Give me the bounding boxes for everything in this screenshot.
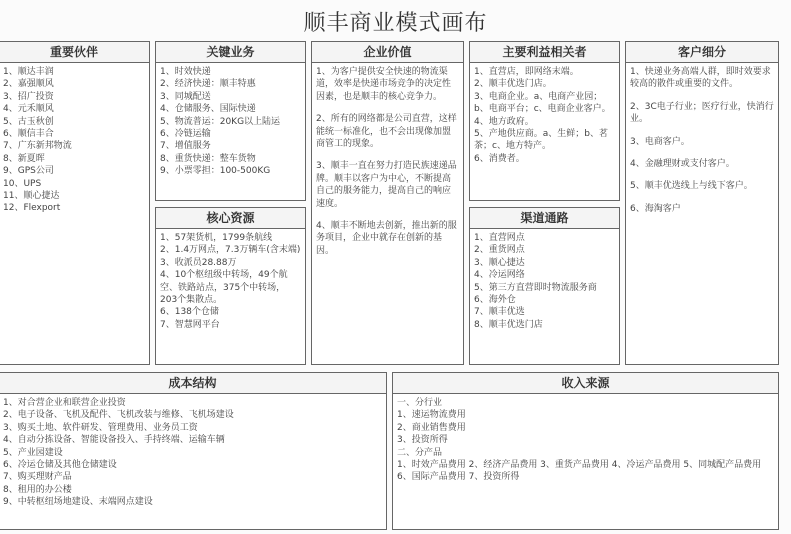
key-activities-header: 关键业务	[156, 42, 305, 63]
canvas-title: 顺丰商业模式画布	[303, 11, 488, 36]
list-item: 1、时效快递	[160, 67, 211, 77]
list-item: 2、经济快递：顺丰特惠	[160, 79, 256, 90]
list-item: 1、57架货机，1799条航线	[160, 233, 273, 243]
key-resources-list	[156, 229, 305, 331]
list-item: 2、1.4万网点，7.3万辆车(含末端)	[160, 245, 301, 256]
list-item: 6、冷链运输	[160, 129, 211, 140]
list-item: 4、10个枢纽级中转场，49个航空、铁路站点，375个中转场，203个集散点。	[160, 270, 288, 306]
list-item: 3、顺心捷达	[474, 257, 525, 268]
list-item: 5、产业园建设	[3, 447, 63, 458]
list-item: 2、所有的网络都是公司直营，这样能统一标准化，也不会出现像加盟商管工的现象。	[316, 114, 457, 150]
cost-structure-header: 成本结构	[0, 373, 386, 394]
list-item: 1、直营店，即网络末端。	[474, 67, 579, 77]
key-resources-box	[155, 207, 306, 365]
list-item: 1、速运物流费用	[397, 410, 466, 421]
customer-segments-list	[626, 63, 778, 215]
list-item: 3、收派员28.88万	[160, 257, 237, 268]
list-item: 2、商业销售费用	[397, 422, 466, 433]
list-item: 11、顺心捷达	[3, 191, 60, 202]
stakeholders-box	[469, 41, 620, 201]
list-item: 4、金融理财或支付客户。	[630, 159, 735, 170]
list-item: 8、租用的办公楼	[3, 484, 72, 495]
list-item: 3、电商客户。	[630, 136, 690, 147]
list-item: 7、智慧网平台	[160, 319, 220, 330]
list-item: 4、冷运网络	[474, 270, 525, 281]
revenue-streams-box	[392, 372, 779, 530]
list-item: 一、分行业	[397, 398, 443, 408]
list-item: 1、时效产品费用 2、经济产品费用 3、重货产品费用 4、冷运产品费用 5、同城配产品费用 6、国际产品费用 7、投资所得	[397, 460, 762, 483]
list-item: 2、3C电子行业；医疗行业，快消行业。	[630, 101, 774, 125]
list-item: 5、第三方直营即时物流服务商	[474, 282, 597, 293]
list-item: 6、冷运仓储及其他仓储建设	[3, 460, 117, 471]
list-item: 5、产地供应商。a、生鲜；b、茗茶；c、地方特产。	[474, 129, 608, 152]
customer-segments-box	[625, 41, 779, 365]
channels-header: 渠道通路	[470, 208, 619, 229]
list-item: 12、Flexport	[3, 203, 61, 214]
list-item: 5、古玉秋创	[3, 116, 54, 127]
stakeholders-list	[470, 63, 619, 165]
list-item: 2、重货网点	[474, 245, 525, 256]
key-activities-box	[155, 41, 306, 201]
key-resources-header: 核心资源	[156, 208, 305, 229]
list-item: 7、购买理财产品	[3, 472, 72, 483]
list-item: 9、中转枢纽场地建设、末端网点建设	[3, 497, 153, 508]
cost-structure-box	[0, 372, 387, 530]
list-item: 6、海外仓	[474, 295, 516, 306]
list-item: 7、增值服务	[160, 141, 211, 152]
list-item: 3、投资所得	[397, 435, 448, 446]
list-item: 4、顺丰不断地去创新，推出新的服务项目，企业中就存在创新的基因。	[316, 221, 457, 256]
list-item: 4、地方政府。	[474, 116, 534, 127]
revenue-streams-header: 收入来源	[393, 373, 778, 394]
list-item: 3、购买土地、软件研发、管理费用、业务员工资	[3, 422, 198, 433]
list-item: 1、为客户提供安全快速的物流渠道，效率是快递市场竞争的决定性因素，也是顺丰的核心竞争力。	[316, 67, 452, 102]
list-item: 6、海淘客户	[630, 203, 681, 214]
key-activities-list	[156, 63, 305, 178]
key-partners-list	[0, 63, 149, 215]
revenue-streams-list	[393, 394, 778, 484]
list-item: 1、对合营企业和联营企业投资	[3, 398, 126, 408]
list-item: 9、小票零担：100-500KG	[160, 166, 271, 177]
list-item: 6、消费者。	[474, 153, 525, 164]
channels-box	[469, 207, 620, 365]
stakeholders-header: 主要利益相关者	[470, 42, 619, 63]
list-item: 9、GPS公司	[3, 166, 54, 177]
list-item: 4、自动分拣设备、智能设备投入、手持终端、运输车辆	[3, 435, 225, 446]
value-proposition-header: 企业价值	[312, 42, 463, 63]
list-item: 4、元禾顺风	[3, 104, 54, 115]
list-item: 1、直营网点	[474, 233, 525, 243]
list-item: 1、顺达丰润	[3, 67, 54, 77]
value-proposition-box	[311, 41, 464, 365]
list-item: 8、重货快递：整车货物	[160, 153, 256, 164]
channels-list	[470, 229, 619, 331]
list-item: 7、顺丰优选	[474, 307, 525, 318]
list-item: 2、顺丰优选门店。	[474, 79, 552, 90]
list-item: 8、顺丰优选门店	[474, 319, 543, 330]
list-item: 6、顺信丰合	[3, 129, 54, 140]
list-item: 10、UPS	[3, 178, 42, 189]
customer-segments-header: 客户细分	[626, 42, 778, 63]
list-item: 二、分产品	[397, 447, 443, 458]
list-item: 3、同城配送	[160, 91, 211, 102]
list-item: 2、电子设备、飞机及配件、飞机改装与维修、飞机场建设	[3, 410, 234, 421]
list-item: 7、广东新邦物流	[3, 141, 72, 152]
list-item: 1、快递业务高端人群，即时效要求较高的散件或重要的文件。	[630, 67, 771, 90]
key-partners-header: 重要伙伴	[0, 42, 149, 63]
list-item: 8、新夏晖	[3, 153, 45, 164]
key-partners-box	[0, 41, 150, 365]
cost-structure-list	[0, 394, 386, 509]
list-item: 3、顺丰一直在努力打造民族速递品牌。顺丰以客户为中心，不断提高自己的服务能力，提高自己的响应速度。	[316, 161, 457, 209]
list-item: 5、顺丰优选线上与线下客户。	[630, 181, 753, 192]
value-proposition-list	[312, 63, 463, 257]
list-item: 5、物流普运：20KG以上陆运	[160, 116, 281, 127]
list-item: 6、138个仓储	[160, 307, 219, 318]
list-item: 2、嘉强顺风	[3, 79, 54, 90]
list-item: 3、招广投资	[3, 91, 54, 102]
list-item: 3、电商企业。a、电商产业园；b、电商平台；c、电商企业客户。	[474, 91, 611, 115]
list-item: 4、仓储服务、国际快递	[160, 104, 256, 115]
